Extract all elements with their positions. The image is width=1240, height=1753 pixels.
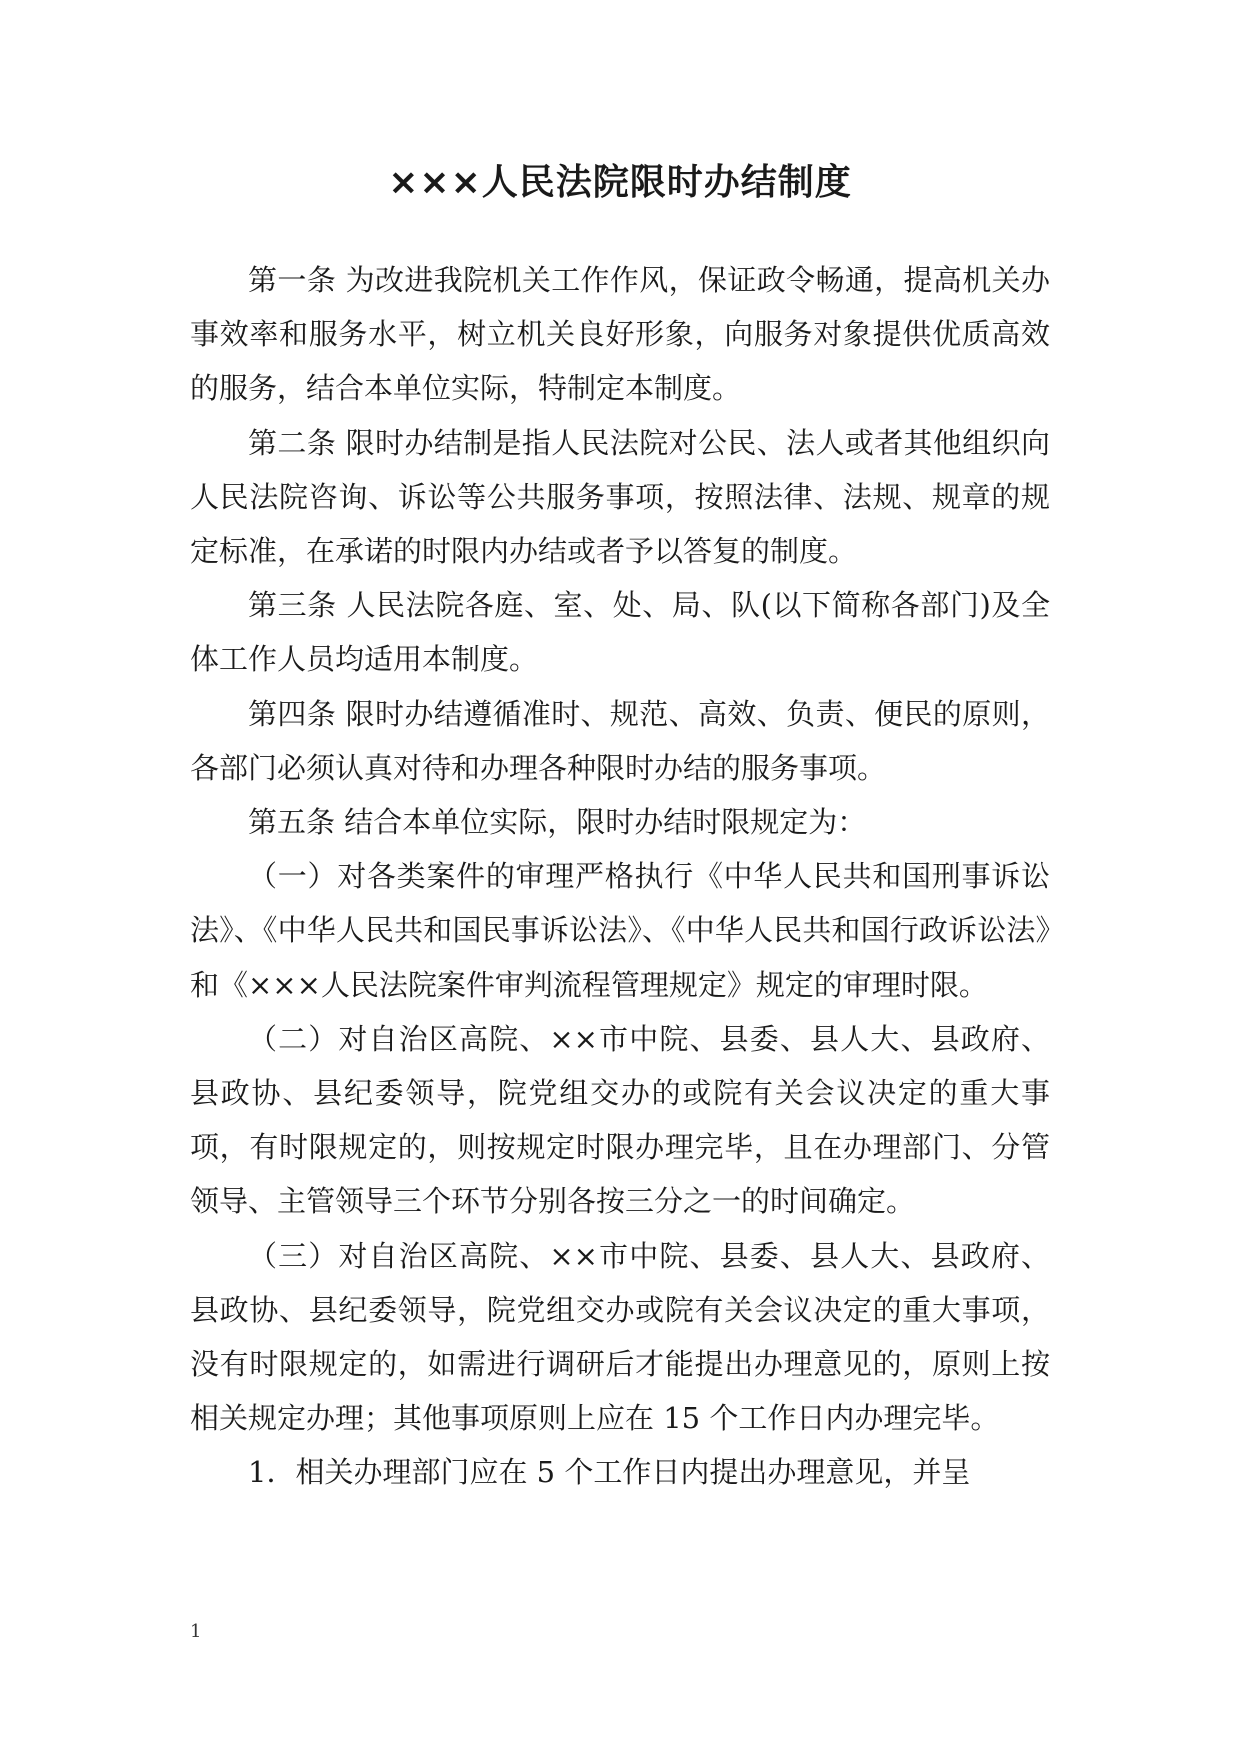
article-4-paragraph: 第四条 限时办结遵循准时、规范、高效、负责、便民的原则，各部门必须认真对待和办理各种限时办结的服务事项。 (190, 696, 1050, 785)
article-5-paragraph: 第五条 结合本单位实际，限时办结时限规定为： (248, 805, 867, 840)
document-title: ×××人民法院限时办结制度 (388, 162, 852, 203)
page-number: 1 (190, 1621, 202, 1642)
clause-3-paragraph: （三）对自治区高院、××市中院、县委、县人大、县政府、县政协、县纪委领导，院党组交办或院有关会议决定的重大事项，没有时限规定的，如需进行调研后才能提出办理意见的，原则上按相关规定办理；其他事项原则上应在 15 个工作日内办理完毕。 (190, 1238, 1050, 1436)
article-1-paragraph: 第一条 为改进我院机关工作作风，保证政令畅通，提高机关办事效率和服务水平，树立机关良好形象，向服务对象提供优质高效的服务，结合本单位实际，特制定本制度。 (190, 263, 1050, 406)
document-body (190, 253, 1050, 1500)
item-1-paragraph: 1．相关办理部门应在 5 个工作日内提出办理意见，并呈 (248, 1455, 971, 1490)
article-2-paragraph: 第二条 限时办结制是指人民法院对公民、法人或者其他组织向人民法院咨询、诉讼等公共服务事项，按照法律、法规、规章的规定标准，在承诺的时限内办结或者予以答复的制度。 (190, 425, 1050, 569)
clause-1-paragraph: （一）对各类案件的审理严格执行《中华人民共和国刑事诉讼法》、《中华人民共和国民事诉讼法》、《中华人民共和国行政诉讼法》和《×××人民法院案件审判流程管理规定》规定的审理时限。 (190, 859, 1050, 1002)
article-3-paragraph: 第三条 人民法院各庭、室、处、局、队(以下简称各部门)及全体工作人员均适用本制度。 (190, 588, 1050, 677)
clause-2-paragraph: （二）对自治区高院、××市中院、县委、县人大、县政府、县政协、县纪委领导，院党组交办的或院有关会议决定的重大事项，有时限规定的，则按规定时限办理完毕，且在办理部门、分管领导、主管领导三个环节分别各按三分之一的时间确定。 (190, 1021, 1050, 1219)
